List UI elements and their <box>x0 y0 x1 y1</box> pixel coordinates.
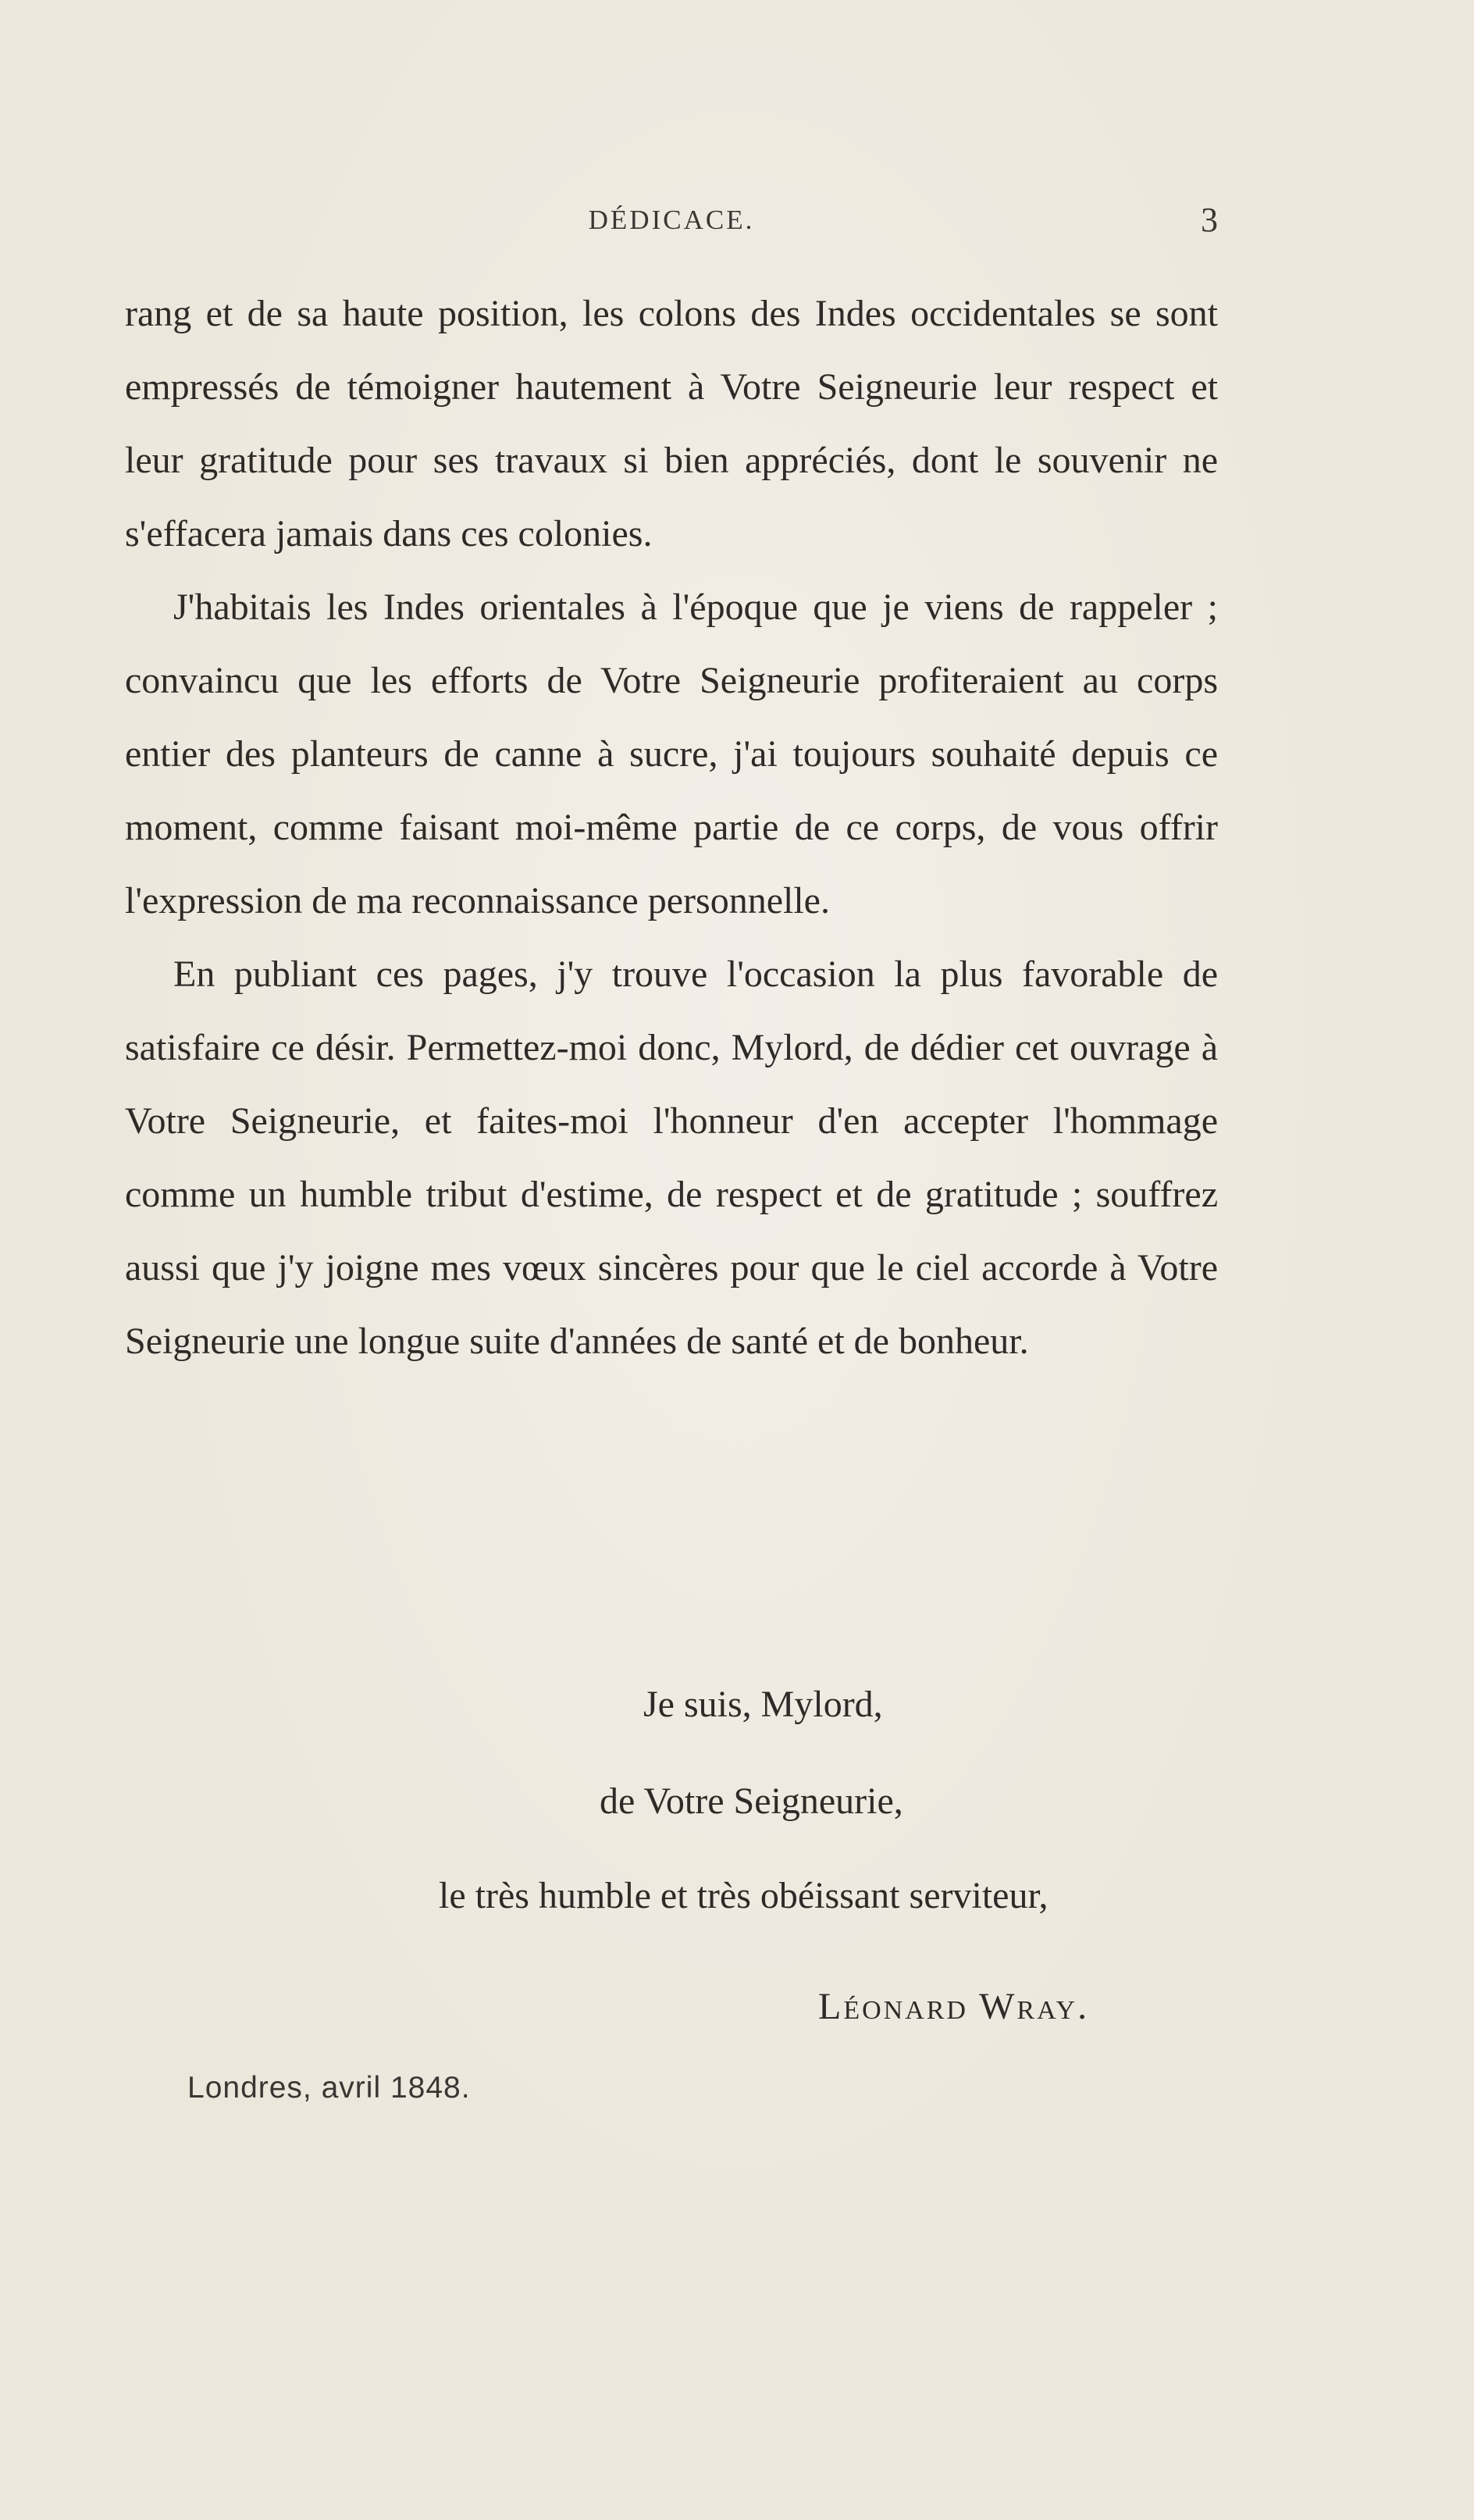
paragraph-2: J'habitais les Indes orientales à l'époque que je viens de rappeler ; convaincu que les efforts de Votre Seigneurie profiteraient au corps entier des planteurs de canne à sucre, j'ai toujours souhaité depuis ce moment, comme faisant moi-même partie de ce corps, de vous offrir l'expression de ma reconnaissance personnelle. <box>125 586 1218 921</box>
paragraph-3: En publiant ces pages, j'y trouve l'occasion la plus favorable de satisfaire ce désir. Permettez-moi donc, Mylord, de dédier cet ouvrage à Votre Seigneurie, et faites-moi l'honneur d'en accepter l'hommage comme un humble tribut d'estime, de respect et de gratitude ; souffrez aussi que j'y joigne mes vœux sincères pour que le ciel accorde à Votre Seigneurie une longue suite d'années de santé et de bonheur. <box>125 953 1218 1362</box>
place-and-date: Londres, avril 1848. <box>187 2071 471 2105</box>
paragraph-1: rang et de sa haute position, les colons des Indes occidentales se sont empressés de témoigner hautement à Votre Seigneurie leur respect et leur gratitude pour ses travaux si bien appréciés, dont le souvenir ne s'effacera jamais dans ces colonies. <box>125 293 1218 554</box>
running-title: DÉDICACE. <box>588 205 755 235</box>
closing-formula: le très humble et très obéissant serviteur, <box>439 1875 1049 1916</box>
closing-salutation: Je suis, Mylord, <box>643 1684 883 1725</box>
author-signature: Léonard Wray. <box>818 1986 1090 2027</box>
page-number: 3 <box>1201 201 1218 239</box>
page-header <box>125 201 1218 251</box>
closing-address: de Votre Seigneurie, <box>600 1780 903 1822</box>
dedication-text <box>125 277 1218 1378</box>
